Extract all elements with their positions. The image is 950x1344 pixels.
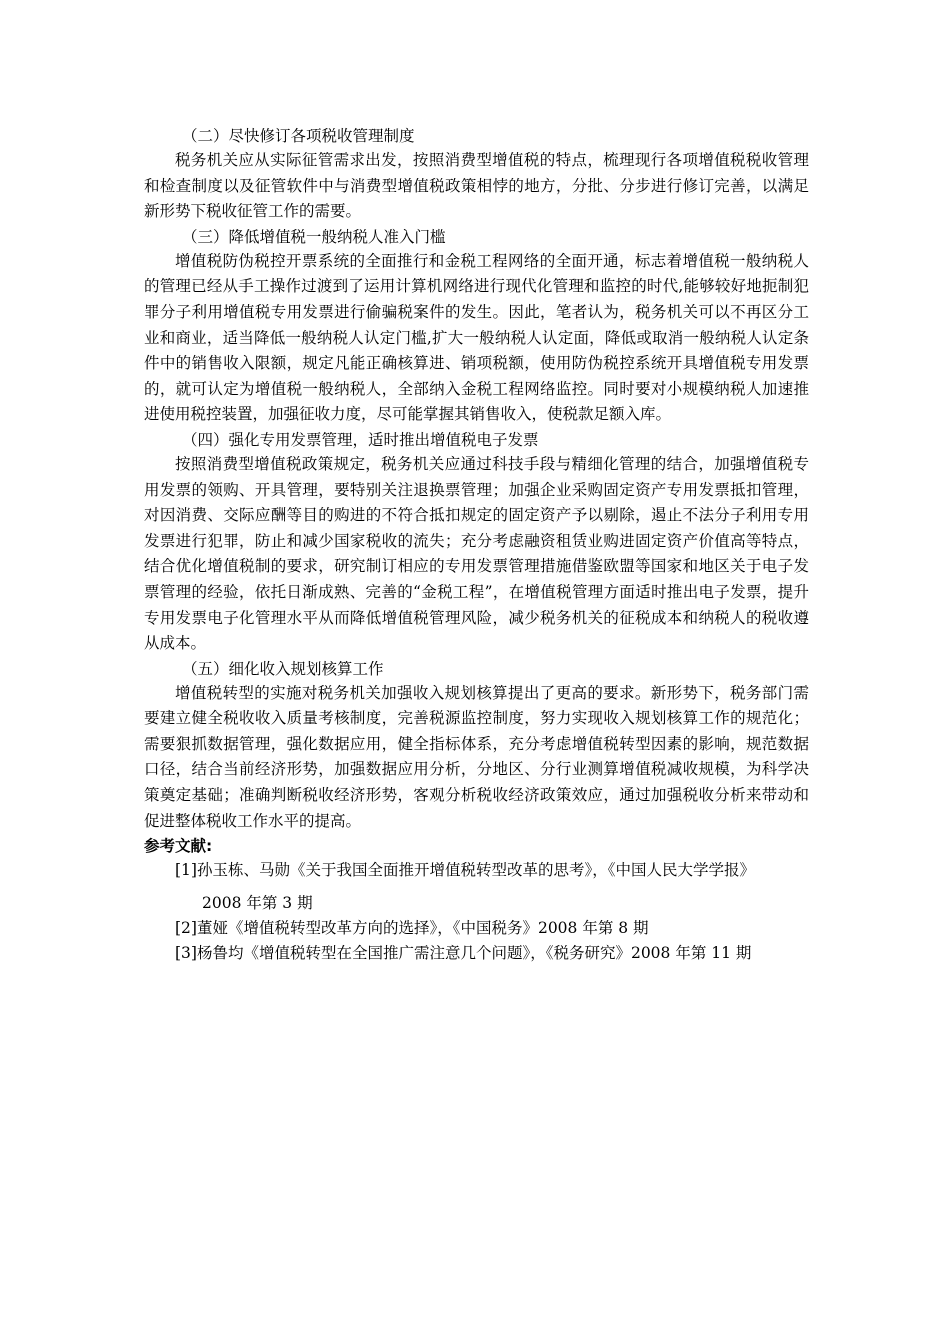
reference-item-2: [2]董娅《增值税转型改革方向的选择》，《中国税务》2008 年第 8 期 — [175, 919, 649, 938]
section-paragraph-4: 按照消费型增值税政策规定，税务机关应通过科技手段与精细化管理的结合，加强增值税专用发票的领购、开具管理，要特别关注退换票管理；加强企业采购固定资产专用发票抵扣管理，对因消费、交际应酬等目的购进的不符合抵扣规定的固定资产予以剔除，遏止不法分子利用专用发票进行犯罪，防止和减少国家税收的流失；充分考虑融资租赁业购进固定资产价值高等特点，结合优化增值税制的要求，研究制订相应的专用发票管理措施借鉴欧盟等国家和地区关于电子发票管理的经验，依托日渐成熟、完善的“金税工程”，在增值税管理方面适时推出电子发票，提升专用发票电子化管理水平从而降低增值税管理风险，减少税务机关的征税成本和纳税人的税收遵从成本。 — [144, 454, 809, 653]
section-paragraph-3: 增值税防伪税控开票系统的全面推行和金税工程网络的全面开通，标志着增值税一般纳税人的管理已经从手工操作过渡到了运用计算机网络进行现代化管理和监控的时代,能够较好地扼制犯罪分子利用增值税专用发票进行偷骗税案件的发生。因此，笔者认为，税务机关可以不再区分工业和商业，适当降低一般纳税人认定门槛,扩大一般纳税人认定面，降低或取消一般纳税人认定条件中的销售收入限额，规定凡能正确核算进、销项税额，使用防伪税控系统开具增值税专用发票的，就可认定为增值税一般纳税人，全部纳入金税工程网络监控。同时要对小规模纳税人加速推进使用税控装置，加强征收力度，尽可能掌握其销售收入，使税款足额入库。 — [144, 251, 809, 424]
section-heading-5: （五）细化收入规划核算工作 — [182, 659, 384, 678]
reference-item-3: [3]杨鲁均《增值税转型在全国推广需注意几个问题》，《税务研究》2008 年第 11 期 — [175, 944, 752, 963]
reference-item-1-continuation: 2008 年第 3 期 — [202, 894, 313, 913]
reference-item-1: [1]孙玉栋、马勋《关于我国全面推开增值税转型改革的思考》，《中国人民大学学报》 — [175, 861, 755, 880]
section-paragraph-2: 税务机关应从实际征管需求出发，按照消费型增值税的特点，梳理现行各项增值税税收管理和检查制度以及征管软件中与消费型增值税政策相悖的地方，分批、分步进行修订完善，以满足新形势下税收征管工作的需要。 — [144, 151, 809, 221]
section-heading-4: （四）强化专用发票管理，适时推出增值税电子发票 — [182, 430, 539, 449]
section-paragraph-5: 增值税转型的实施对税务机关加强收入规划核算提出了更高的要求。新形势下，税务部门需要建立健全税收收入质量考核制度，完善税源监控制度，努力实现收入规划核算工作的规范化；需要狠抓数据管理，强化数据应用，健全指标体系，充分考虑增值税转型因素的影响，规范数据口径，结合当前经济形势，加强数据应用分析，分地区、分行业测算增值税减收规模，为科学决策奠定基础；准确判断税收经济形势，客观分析税收经济政策效应，通过加强税收分析来带动和促进整体税收工作水平的提高。 — [144, 683, 809, 830]
section-heading-3: （三）降低增值税一般纳税人准入门槛 — [182, 227, 446, 246]
references-heading: 参考文献: — [144, 837, 213, 856]
document-body — [144, 124, 809, 966]
section-heading-2: （二）尽快修订各项税收管理制度 — [182, 127, 415, 145]
